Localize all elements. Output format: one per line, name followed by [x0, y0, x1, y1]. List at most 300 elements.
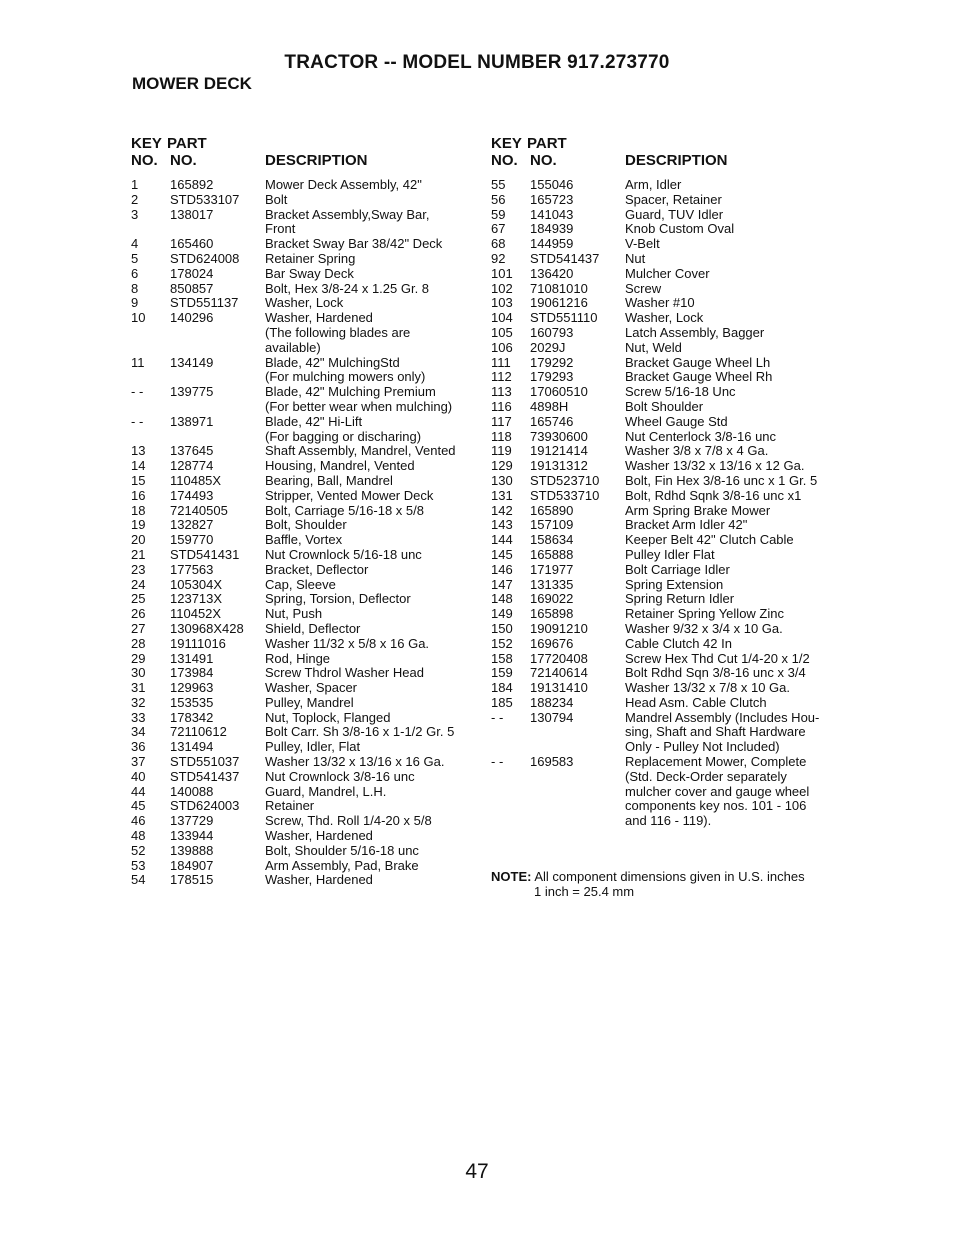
description-cell: Bracket Sway Bar 38/42" Deck [265, 236, 443, 252]
part-no-cell: 19131410 [530, 680, 588, 696]
part-no-cell: 178342 [170, 709, 214, 725]
part-no-cell [170, 430, 265, 445]
key-no-cell: 21 [131, 546, 146, 562]
key-no-cell [491, 770, 530, 785]
key-no-cell: 152 [491, 635, 513, 651]
part-no-cell: 157109 [530, 517, 574, 533]
description-cell: Latch Assembly, Bagger [625, 324, 765, 340]
part-no-cell: 165723 [530, 191, 574, 207]
table-row [131, 311, 476, 326]
part-no-cell: 4898H [530, 398, 569, 414]
description-cell: Washer 3/8 x 7/8 x 4 Ga. [625, 443, 769, 459]
description-cell: Bolt, Rdhd Sqnk 3/8-16 unc x1 [625, 487, 802, 503]
table-row [491, 770, 836, 785]
key-no-cell: 2 [131, 191, 139, 207]
key-no-cell: 106 [491, 339, 513, 355]
key-no-cell [131, 400, 170, 415]
table-row [491, 785, 836, 800]
part-no-cell [170, 326, 265, 341]
key-no-cell: 10 [131, 310, 146, 326]
description-cell: Arm Spring Brake Mower [625, 502, 771, 518]
description-cell: Spring Extension [625, 576, 724, 592]
description-cell: Washer, Lock [265, 295, 344, 311]
table-row [491, 356, 836, 371]
part-no-cell: STD533710 [530, 487, 600, 503]
description-cell: Only - Pulley Not Included) [625, 739, 780, 755]
description-cell: components key nos. 101 - 106 [625, 798, 807, 814]
header-description: DESCRIPTION [265, 152, 368, 169]
description-cell: Retainer [265, 798, 315, 814]
key-no-cell: 158 [491, 650, 513, 666]
description-cell: Bolt Carriage Idler [625, 561, 730, 577]
key-no-cell: 14 [131, 458, 146, 474]
part-no-cell: STD551110 [530, 310, 598, 326]
table-row [491, 370, 836, 385]
table-row [491, 681, 836, 696]
key-no-cell [491, 814, 530, 829]
part-no-cell: 72140505 [170, 502, 228, 518]
part-no-cell: 19121414 [530, 443, 588, 459]
description-cell: Bolt Rdhd Sqn 3/8-16 unc x 3/4 [625, 665, 806, 681]
table-row [131, 799, 476, 814]
part-no-cell: 169583 [530, 754, 574, 770]
description-cell: Blade, 42" MulchingStd [265, 354, 400, 370]
key-no-cell: 148 [491, 591, 513, 607]
key-no-cell: 144 [491, 532, 513, 548]
table-row [491, 637, 836, 652]
part-no-cell: 165892 [170, 177, 214, 192]
description-cell: Bolt, Carriage 5/16-18 x 5/8 [265, 502, 424, 518]
key-no-cell: 16 [131, 487, 146, 503]
part-no-cell [170, 222, 265, 237]
description-cell: Pulley Idler Flat [625, 546, 715, 562]
parts-table-right [491, 135, 836, 829]
part-no-cell: STD551037 [170, 754, 240, 770]
part-no-cell: 177563 [170, 561, 214, 577]
table-row [491, 489, 836, 504]
table-row [131, 385, 476, 400]
part-no-cell: 140088 [170, 783, 214, 799]
key-no-cell: 4 [131, 236, 139, 252]
part-no-cell: STD541437 [530, 250, 600, 266]
table-row [131, 208, 476, 223]
page-number: 47 [465, 1160, 489, 1183]
table-row [491, 607, 836, 622]
part-no-cell: 165460 [170, 236, 214, 252]
part-no-cell [530, 770, 625, 785]
description-cell: Front [265, 221, 296, 237]
description-cell: Nut Crownlock 3/8-16 unc [265, 768, 415, 784]
part-no-cell: 133944 [170, 828, 214, 844]
description-cell: (For better wear when mulching) [265, 398, 453, 414]
key-no-cell: 9 [131, 295, 139, 311]
part-no-cell: 184939 [530, 221, 574, 237]
key-no-cell: 129 [491, 458, 513, 474]
key-no-cell: 112 [491, 369, 512, 385]
key-no-cell: 146 [491, 561, 513, 577]
part-no-cell: 131491 [170, 650, 214, 666]
key-no-cell: 1 [131, 177, 139, 192]
key-no-cell: 56 [491, 191, 506, 207]
table-row [491, 799, 836, 814]
key-no-cell: 27 [131, 620, 146, 636]
part-no-cell: 130794 [530, 709, 574, 725]
key-no-cell: 59 [491, 206, 506, 222]
description-cell: Washer 13/32 x 13/16 x 12 Ga. [625, 458, 805, 474]
part-no-cell: 19091210 [530, 620, 588, 636]
part-no-cell: 165898 [530, 606, 574, 622]
part-no-cell: 72110612 [170, 724, 227, 740]
description-cell: Bar Sway Deck [265, 265, 354, 281]
description-cell: Washer 11/32 x 5/8 x 16 Ga. [265, 635, 430, 651]
key-no-cell: 103 [491, 295, 513, 311]
table-row [131, 341, 476, 356]
key-no-cell: 5 [131, 250, 139, 266]
key-no-cell: 111 [491, 354, 511, 370]
table-row [131, 770, 476, 785]
part-no-cell: 169022 [530, 591, 574, 607]
description-cell: Arm, Idler [625, 177, 682, 192]
key-no-cell: 34 [131, 724, 146, 740]
description-cell: (The following blades are [265, 324, 411, 340]
key-no-cell: 45 [131, 798, 146, 814]
part-no-cell: STD624003 [170, 798, 240, 814]
key-no-cell: 149 [491, 606, 513, 622]
table-row [491, 666, 836, 681]
key-no-cell: 101 [491, 265, 513, 281]
table-row [491, 711, 836, 726]
part-no-cell: 130968X428 [170, 620, 244, 636]
header-key-no: NO. [131, 152, 158, 169]
table-row [131, 844, 476, 859]
description-cell: Screw, Thd. Roll 1/4-20 x 5/8 [265, 813, 432, 829]
key-no-cell: 185 [491, 694, 513, 710]
description-cell: Washer, Hardened [265, 872, 373, 888]
key-no-cell: 44 [131, 783, 146, 799]
table-row [491, 652, 836, 667]
description-cell: Washer, Hardened [265, 310, 373, 326]
description-cell: Retainer Spring Yellow Zinc [625, 606, 784, 622]
part-no-cell: 71081010 [530, 280, 588, 296]
table-row [491, 430, 836, 445]
key-no-cell: 52 [131, 842, 146, 858]
table-row [131, 829, 476, 844]
part-no-cell: 165746 [530, 413, 574, 429]
part-no-cell: 129963 [170, 680, 214, 696]
part-no-cell: 165890 [530, 502, 574, 518]
table-row [491, 592, 836, 607]
table-body [131, 178, 476, 888]
description-cell: Spring, Torsion, Deflector [265, 591, 411, 607]
description-cell: Nut [625, 250, 646, 266]
description-cell: Screw 5/16-18 Unc [625, 384, 736, 400]
key-no-cell [131, 341, 170, 356]
table-row [131, 533, 476, 548]
table-row [131, 282, 476, 297]
description-cell: Bracket Gauge Wheel Lh [625, 354, 771, 370]
description-cell: Guard, TUV Idler [625, 206, 724, 222]
table-row [131, 740, 476, 755]
description-cell: Pulley, Mandrel [265, 694, 354, 710]
table-row [131, 607, 476, 622]
table-row [131, 459, 476, 474]
part-no-cell [530, 785, 625, 800]
description-cell: Nut, Push [265, 606, 323, 622]
description-cell: Blade, 42" Hi-Lift [265, 413, 363, 429]
part-no-cell: 128774 [170, 458, 214, 474]
table-row [131, 356, 476, 371]
description-cell: Bracket Assembly,Sway Bar, [265, 206, 430, 222]
description-cell: Bolt, Shoulder 5/16-18 unc [265, 842, 419, 858]
key-no-cell: 104 [491, 310, 513, 326]
table-row [491, 504, 836, 519]
part-no-cell: STD533107 [170, 191, 240, 207]
table-row [491, 622, 836, 637]
key-no-cell: 184 [491, 680, 513, 696]
table-row [491, 814, 836, 829]
key-no-cell: 8 [131, 280, 139, 296]
description-cell: Baffle, Vortex [265, 532, 343, 548]
table-row [491, 341, 836, 356]
part-no-cell: 159770 [170, 532, 214, 548]
table-row [491, 696, 836, 711]
table-header [491, 135, 836, 175]
table-row [131, 711, 476, 726]
description-cell: (Std. Deck-Order separately [625, 768, 787, 784]
description-cell: Bearing, Ball, Mandrel [265, 472, 393, 488]
description-cell: Washer, Spacer [265, 680, 358, 696]
description-cell: Pulley, Idler, Flat [265, 739, 361, 755]
key-no-cell: 15 [131, 472, 146, 488]
description-cell: mulcher cover and gauge wheel [625, 783, 810, 799]
part-no-cell: 158634 [530, 532, 574, 548]
key-no-cell [491, 799, 530, 814]
part-no-cell: 110452X [170, 606, 222, 622]
table-row [131, 578, 476, 593]
table-row [491, 326, 836, 341]
note-line-1: All component dimensions given in U.S. inches [534, 869, 805, 884]
table-row [131, 252, 476, 267]
table-row [131, 267, 476, 282]
key-no-cell: 130 [491, 472, 513, 488]
key-no-cell: 32 [131, 694, 146, 710]
key-no-cell: 23 [131, 561, 146, 577]
table-row [491, 193, 836, 208]
part-no-cell: 19061216 [530, 295, 588, 311]
description-cell: Bracket Gauge Wheel Rh [625, 369, 773, 385]
table-row [131, 652, 476, 667]
key-no-cell: 37 [131, 754, 146, 770]
table-row [131, 518, 476, 533]
key-no-cell: - - [491, 709, 504, 725]
part-no-cell: 169676 [530, 635, 574, 651]
table-row [491, 578, 836, 593]
part-no-cell: 144959 [530, 236, 574, 252]
note-line-2: 1 inch = 25.4 mm [534, 884, 635, 899]
key-no-cell: 40 [131, 768, 146, 784]
description-cell: Arm Assembly, Pad, Brake [265, 857, 419, 873]
part-no-cell [530, 740, 625, 755]
key-no-cell: 118 [491, 428, 512, 444]
description-cell: Cap, Sleeve [265, 576, 336, 592]
table-row [131, 430, 476, 445]
description-cell: sing, Shaft and Shaft Hardware [625, 724, 806, 740]
key-no-cell: - - [131, 413, 144, 429]
description-cell: Bolt [265, 191, 288, 207]
description-cell: Nut, Toplock, Flanged [265, 709, 391, 725]
table-row [131, 415, 476, 430]
table-row [131, 622, 476, 637]
description-cell: Screw Hex Thd Cut 1/4-20 x 1/2 [625, 650, 810, 666]
table-row [491, 178, 836, 193]
description-cell: available) [265, 339, 321, 355]
key-no-cell: 31 [131, 680, 146, 696]
key-no-cell: 113 [491, 384, 512, 400]
table-row [131, 444, 476, 459]
description-cell: V-Belt [625, 236, 660, 252]
table-row [491, 548, 836, 563]
description-cell: Replacement Mower, Complete [625, 754, 807, 770]
table-row [131, 296, 476, 311]
table-row [491, 518, 836, 533]
table-row [491, 282, 836, 297]
key-no-cell: 105 [491, 324, 513, 340]
table-row [491, 415, 836, 430]
page-title: TRACTOR -- MODEL NUMBER 917.273770 [284, 52, 670, 73]
header-part: PART [167, 135, 207, 152]
table-row [491, 444, 836, 459]
description-cell: Shield, Deflector [265, 620, 361, 636]
key-no-cell [491, 785, 530, 800]
header-key: KEY [491, 135, 522, 152]
description-cell: (For mulching mowers only) [265, 369, 426, 385]
description-cell: Knob Custom Oval [625, 221, 735, 237]
table-row [131, 222, 476, 237]
part-no-cell: 173984 [170, 665, 214, 681]
table-row [131, 666, 476, 681]
part-no-cell: 155046 [530, 177, 574, 192]
description-cell: Head Asm. Cable Clutch [625, 694, 767, 710]
table-row [491, 237, 836, 252]
part-no-cell: 141043 [530, 206, 574, 222]
table-row [491, 563, 836, 578]
description-cell: Blade, 42" Mulching Premium [265, 384, 436, 400]
part-no-cell: 19111016 [170, 635, 226, 651]
parts-table-left [131, 135, 476, 888]
description-cell: Guard, Mandrel, L.H. [265, 783, 387, 799]
part-no-cell: 139888 [170, 842, 214, 858]
part-no-cell: 131494 [170, 739, 214, 755]
part-no-cell: 137729 [170, 813, 214, 829]
part-no-cell: 179293 [530, 369, 574, 385]
key-no-cell: 13 [131, 443, 146, 459]
part-no-cell: 178024 [170, 265, 214, 281]
table-row [131, 755, 476, 770]
description-cell: Nut, Weld [625, 339, 682, 355]
description-cell: Bolt Shoulder [625, 398, 704, 414]
key-no-cell: 18 [131, 502, 146, 518]
key-no-cell: 3 [131, 206, 139, 222]
description-cell: Keeper Belt 42" Clutch Cable [625, 532, 794, 548]
part-no-cell: 72140614 [530, 665, 588, 681]
table-row [491, 400, 836, 415]
table-row [491, 296, 836, 311]
description-cell: Shaft Assembly, Mandrel, Vented [265, 443, 456, 459]
part-no-cell: 174493 [170, 487, 214, 503]
table-row [131, 489, 476, 504]
header-part-no: NO. [170, 152, 197, 169]
table-row [491, 459, 836, 474]
table-row [491, 267, 836, 282]
key-no-cell: 119 [491, 443, 512, 459]
table-row [131, 474, 476, 489]
key-no-cell: 145 [491, 546, 513, 562]
description-cell: Cable Clutch 42 In [625, 635, 732, 651]
description-cell: Mower Deck Assembly, 42" [265, 177, 422, 192]
table-row [131, 681, 476, 696]
table-row [131, 814, 476, 829]
table-row [131, 563, 476, 578]
table-row [491, 252, 836, 267]
part-no-cell: 134149 [170, 354, 214, 370]
part-no-cell: 178515 [170, 872, 214, 888]
table-row [131, 370, 476, 385]
description-cell: Housing, Mandrel, Vented [265, 458, 415, 474]
part-no-cell: 184907 [170, 857, 214, 873]
part-no-cell: 105304X [170, 576, 223, 592]
table-row [131, 326, 476, 341]
header-part-no: NO. [530, 152, 557, 169]
key-no-cell: 46 [131, 813, 146, 829]
part-no-cell [170, 341, 265, 356]
key-no-cell: 25 [131, 591, 146, 607]
description-cell: Nut Centerlock 3/8-16 unc [625, 428, 777, 444]
part-no-cell [530, 725, 625, 740]
description-cell: Mulcher Cover [625, 265, 710, 281]
key-no-cell: 67 [491, 221, 506, 237]
description-cell: Rod, Hinge [265, 650, 331, 666]
part-no-cell: 165888 [530, 546, 574, 562]
key-no-cell: 147 [491, 576, 513, 592]
key-no-cell: 54 [131, 872, 146, 888]
table-row [131, 859, 476, 874]
key-no-cell: 117 [491, 413, 512, 429]
part-no-cell: 140296 [170, 310, 214, 326]
table-row [491, 385, 836, 400]
header-part: PART [527, 135, 567, 152]
key-no-cell: 11 [131, 354, 145, 370]
description-cell: Bolt, Shoulder [265, 517, 347, 533]
key-no-cell: 24 [131, 576, 146, 592]
table-row [131, 637, 476, 652]
table-row [131, 237, 476, 252]
dimension-note [491, 869, 805, 899]
note-label: NOTE: [491, 869, 532, 884]
key-no-cell: 143 [491, 517, 513, 533]
part-no-cell: STD551137 [170, 295, 239, 311]
part-no-cell: 132827 [170, 517, 214, 533]
part-no-cell [170, 400, 265, 415]
key-no-cell: - - [131, 384, 144, 400]
part-no-cell: 110485X [170, 472, 222, 488]
part-no-cell: 136420 [530, 265, 574, 281]
part-no-cell: 139775 [170, 384, 214, 400]
part-no-cell: 188234 [530, 694, 574, 710]
key-no-cell [131, 222, 170, 237]
key-no-cell [131, 370, 170, 385]
description-cell: Mandrel Assembly (Includes Hou- [625, 709, 820, 725]
part-no-cell [530, 814, 625, 829]
